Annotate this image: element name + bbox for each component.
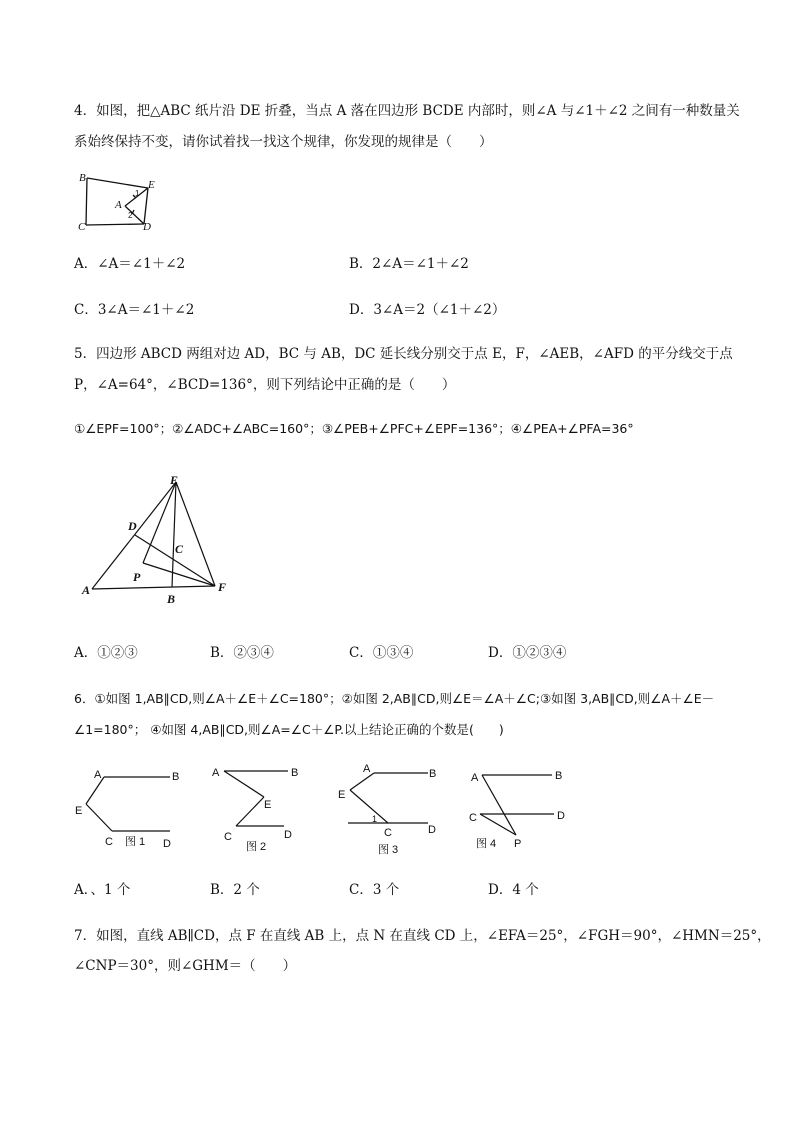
q6-figure2 (208, 762, 308, 857)
fig3-label-A: A (363, 763, 371, 775)
q4-label-D: D (143, 221, 151, 233)
fig2-caption: 图 2 (246, 841, 267, 853)
q6-option-a[interactable]: A．、1 个 (74, 882, 131, 898)
q5-statements: ①∠EPF=100°；②∠ADC+∠ABC=160°；③∠PEB+∠PFC+∠EPF=136°；④∠PEA+∠PFA=36° (74, 421, 634, 436)
fig2-label-E: E (264, 799, 272, 811)
fig2-label-A: A (212, 767, 220, 779)
q7-text-line2: ∠CNP＝30°，则∠GHM＝（ ） (74, 958, 297, 974)
fig4-caption: 图 4 (476, 838, 497, 850)
q5-option-d[interactable]: D．①②③④ (488, 645, 567, 661)
fig3-label-B: B (429, 768, 437, 780)
q4-label-angle1: 1 (135, 189, 140, 198)
q5-text-line1: 5．四边形 ABCD 两组对边 AD，BC 与 AB，DC 延长线分别交于点 E，F，∠AEB，∠AFD 的平分线交于点 (74, 346, 733, 362)
fig3-label-E: E (338, 789, 346, 801)
q5-label-F: F (218, 580, 227, 594)
fig4-label-A: A (471, 772, 479, 784)
q5-figure (78, 472, 248, 607)
q6-figure3 (334, 760, 444, 860)
q6-figure1 (72, 764, 182, 854)
q5-label-B: B (167, 592, 176, 606)
fig4-label-C: C (469, 812, 477, 824)
q6-option-d[interactable]: D．4 个 (488, 882, 539, 898)
q4-label-angle2: 2 (128, 211, 133, 220)
fig3-label-D: D (428, 824, 436, 836)
q5-label-C: C (175, 542, 184, 556)
fig2-label-B: B (291, 767, 299, 779)
fig1-label-A: A (94, 769, 102, 781)
q5-option-a[interactable]: A．①②③ (74, 645, 138, 661)
fig4-label-P: P (514, 838, 522, 850)
q4-text-line1: 4．如图，把△ABC 纸片沿 DE 折叠，当点 A 落在四边形 BCDE 内部时，则∠A 与∠1＋∠2 之间有一种数量关 (74, 103, 740, 119)
q4-label-E: E (148, 179, 155, 191)
fig4-label-D: D (557, 810, 565, 822)
q5-label-E: E (170, 473, 179, 487)
q4-option-c[interactable]: C．3∠A＝∠1＋∠2 (74, 302, 195, 318)
q5-text-line2: P，∠A=64°，∠BCD=136°，则下列结论中正确的是（ ） (74, 377, 456, 393)
fig2-label-D: D (284, 829, 292, 841)
q4-label-B: B (79, 172, 86, 184)
q6-option-c[interactable]: C．3 个 (349, 882, 400, 898)
q5-option-b[interactable]: B．②③④ (210, 645, 274, 661)
fig1-label-B: B (172, 771, 180, 783)
q4-label-C: C (78, 221, 86, 233)
q5-label-A: A (82, 583, 91, 597)
q4-option-b[interactable]: B．2∠A＝∠1＋∠2 (349, 256, 469, 272)
fig1-label-C: C (105, 836, 113, 848)
fig1-caption: 图 1 (125, 836, 146, 848)
fig3-caption: 图 3 (378, 844, 399, 856)
fig3-label-1: 1 (372, 814, 378, 824)
q5-label-P: P (133, 570, 141, 584)
fig2-label-C: C (224, 831, 232, 843)
q4-label-A: A (115, 199, 122, 211)
q4-option-d[interactable]: D．3∠A＝2（∠1＋∠2） (349, 302, 506, 318)
fig1-label-D: D (163, 838, 171, 850)
q6-figure4 (462, 762, 572, 857)
q6-text-line2: ∠1=180°； ④如图 4,AB∥CD,则∠A=∠C＋∠P.以上结论正确的个数是( ) (74, 722, 504, 737)
q7-text-line1: 7．如图，直线 AB∥CD，点 F 在直线 AB 上，点 N 在直线 CD 上，∠EFA＝25°，∠FGH＝90°，∠HMN＝25°， (74, 928, 771, 944)
q4-option-a[interactable]: A．∠A＝∠1＋∠2 (74, 256, 186, 272)
q6-text-line1: 6．①如图 1,AB∥CD,则∠A＋∠E＋∠C=180°；②如图 2,AB∥CD,则∠E＝∠A＋∠C;③如图 3,AB∥CD,则∠A＋∠E－ (74, 691, 715, 706)
fig3-label-C: C (384, 827, 392, 839)
q4-figure (70, 168, 170, 238)
q5-option-c[interactable]: C．①③④ (349, 645, 414, 661)
fig4-label-B: B (555, 770, 563, 782)
fig1-label-E: E (75, 805, 83, 817)
q5-label-D: D (128, 519, 137, 533)
q6-option-b[interactable]: B．2 个 (210, 882, 260, 898)
q4-text-line2: 系始终保持不变，请你试着找一找这个规律，你发现的规律是（ ） (74, 134, 493, 150)
